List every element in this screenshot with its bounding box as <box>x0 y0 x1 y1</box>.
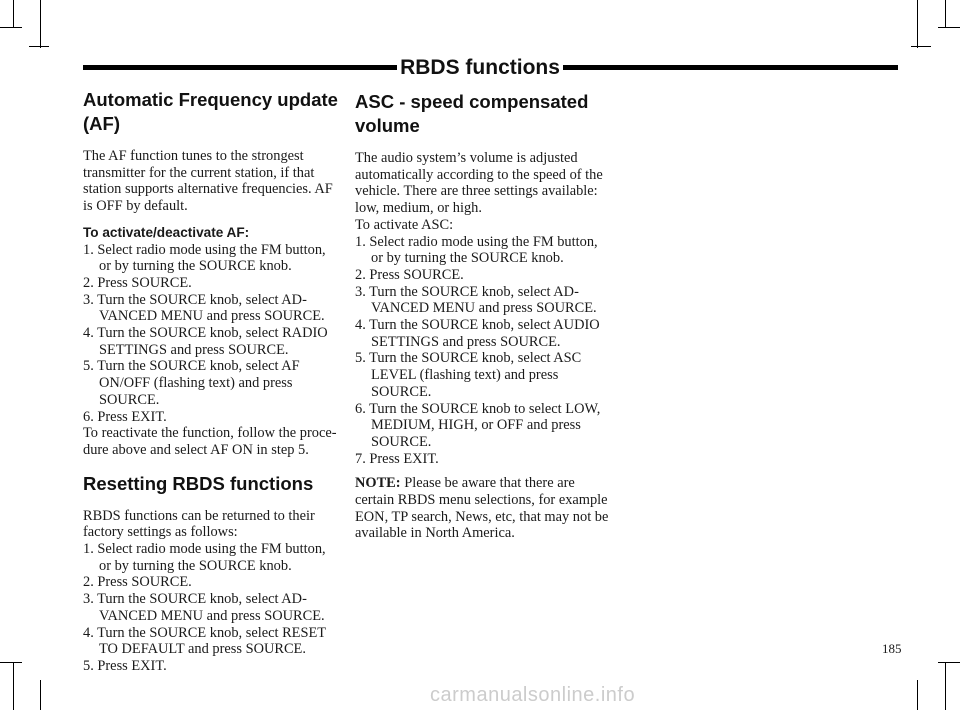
crop-mark <box>938 662 960 663</box>
section-title: RBDS functions <box>400 56 560 79</box>
list-item: 4. Turn the SOURCE knob, select AUDIO SETTINGS and press SOURCE. <box>355 317 600 350</box>
crop-mark <box>13 0 14 27</box>
af-intro: The AF function tunes to the strongest transmitter for the current station, if that station supports alternative frequencies. AF is OFF by default. <box>83 148 333 215</box>
page-number: 185 <box>882 641 902 656</box>
list-item: 1. Select radio mode using the FM button, or by turning the SOURCE knob. <box>83 241 326 275</box>
af-heading: Automatic Frequency update (AF) <box>83 89 338 134</box>
crop-mark <box>945 0 946 27</box>
list-item: 5. Turn the SOURCE knob, select ASC LEVEL (flashing text) and press SOURCE. <box>355 350 582 400</box>
note-text: Please be aware that there are certain RBDS menu selections, for example EON, TP search, News, etc, that may not be available in North America. <box>355 475 609 542</box>
list-item: 4. Turn the SOURCE knob, select RESET TO DEFAULT and press SOURCE. <box>83 624 326 658</box>
crop-mark <box>945 662 946 710</box>
asc-intro: The audio system’s volume is adjusted automatically according to the speed of the vehicle. There are three settings available: low, medium, or high. <box>355 150 603 217</box>
list-item: 3. Turn the SOURCE knob, select AD-VANCED MENU and press SOURCE. <box>83 591 325 624</box>
asc-heading: ASC - speed compensated volume <box>355 91 589 136</box>
reset-intro: RBDS functions can be returned to their factory settings as follows: <box>83 507 315 541</box>
header-rule-right <box>563 65 898 70</box>
crop-mark <box>911 46 931 47</box>
af-subheading: To activate/deactivate AF: <box>83 224 250 240</box>
crop-mark <box>13 662 14 710</box>
crop-mark <box>917 680 918 710</box>
list-item: 7. Press EXIT. <box>355 450 439 467</box>
list-item: 1. Select radio mode using the FM button, or by turning the SOURCE knob. <box>355 233 598 267</box>
crop-mark <box>938 27 960 28</box>
reset-heading: Resetting RBDS functions <box>83 472 314 494</box>
list-item: 5. Press EXIT. <box>83 657 167 674</box>
list-item: 2. Press SOURCE. <box>83 274 192 291</box>
list-item: 2. Press SOURCE. <box>83 574 192 591</box>
crop-mark <box>0 27 22 28</box>
crop-mark <box>917 0 918 48</box>
asc-activate-label: To activate ASC: <box>355 216 454 233</box>
list-item: 4. Turn the SOURCE knob, select RADIO SETTINGS and press SOURCE. <box>83 325 328 358</box>
list-item: 3. Turn the SOURCE knob, select AD-VANCED MENU and press SOURCE. <box>355 283 597 317</box>
reset-steps <box>83 541 341 675</box>
crop-mark <box>29 46 49 47</box>
note-label: NOTE: <box>355 475 401 492</box>
header-rule-left <box>83 65 397 70</box>
list-item: 2. Press SOURCE. <box>355 266 464 283</box>
list-item: 3. Turn the SOURCE knob, select AD-VANCED MENU and press SOURCE. <box>83 291 325 325</box>
crop-mark <box>40 0 41 48</box>
right-column <box>355 90 613 542</box>
list-item: 6. Press EXIT. <box>83 408 167 425</box>
watermark: carmanualsonline.info <box>430 684 636 706</box>
asc-note <box>355 475 613 542</box>
asc-steps <box>355 234 613 468</box>
list-item: 1. Select radio mode using the FM button, or by turning the SOURCE knob. <box>83 541 326 574</box>
crop-mark <box>0 662 22 663</box>
af-outro: To reactivate the function, follow the proce-dure above and select AF ON in step 5. <box>83 425 337 458</box>
list-item: 5. Turn the SOURCE knob, select AF ON/OFF (flashing text) and press SOURCE. <box>83 358 300 408</box>
af-steps <box>83 242 341 426</box>
left-column <box>83 88 341 675</box>
crop-mark <box>40 680 41 710</box>
list-item: 6. Turn the SOURCE knob to select LOW, MEDIUM, HIGH, or OFF and press SOURCE. <box>355 400 601 450</box>
